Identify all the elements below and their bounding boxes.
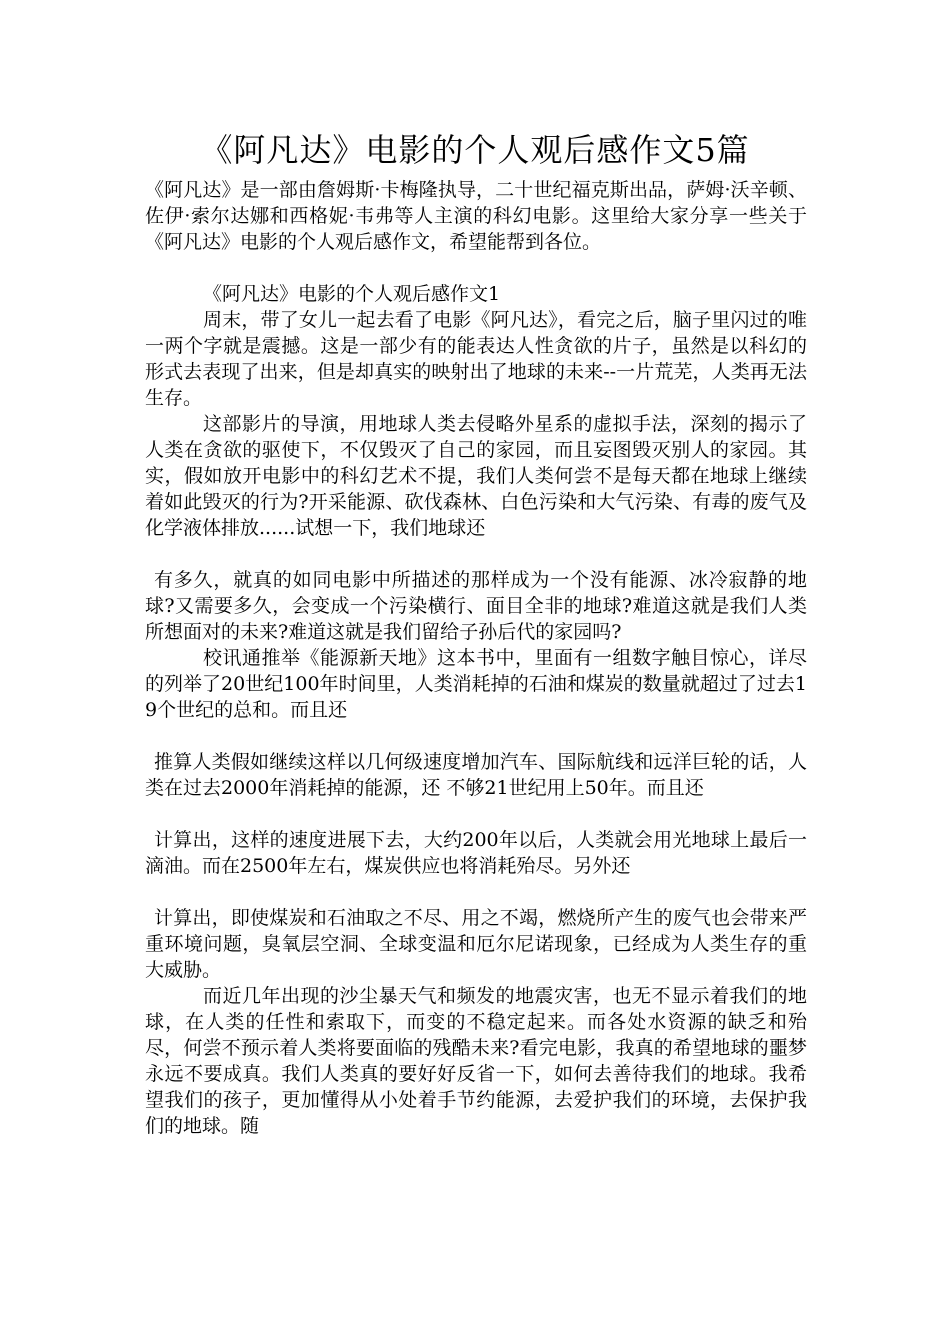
body-paragraph: 校讯通推举《能源新天地》这本书中，里面有一组数字触目惊心，详尽的列举了20世纪100年时间里，人类消耗掉的石油和煤炭的数量就超过了过去19个世纪的总和。而且还 bbox=[145, 647, 807, 721]
section-heading: 《阿凡达》电影的个人观后感作文1 bbox=[203, 283, 501, 305]
body-paragraph: 计算出，即使煤炭和石油取之不尽、用之不竭，燃烧所产生的废气也会带来严重环境问题，臭氧层空洞、全球变温和厄尔尼诺现象，已经成为人类生存的重大威胁。 bbox=[145, 907, 807, 981]
body-paragraph: 周末，带了女儿一起去看了电影《阿凡达》，看完之后，脑子里闪过的唯一两个字就是震撼。这是一部少有的能表达人性贪欲的片子，虽然是以科幻的形式去表现了出来，但是却真实的映射出了地球的未来--一片荒芜，人类再无法生存。 bbox=[145, 309, 807, 409]
intro-paragraph: 《阿凡达》是一部由詹姆斯·卡梅隆执导，二十世纪福克斯出品，萨姆·沃辛顿、佐伊·索尔达娜和西格妮·韦弗等人主演的科幻电影。这里给大家分享一些关于《阿凡达》电影的个人观后感作文，希望能帮到各位。 bbox=[145, 179, 807, 253]
body-paragraph: 有多久，就真的如同电影中所描述的那样成为一个没有能源、冰冷寂静的地球?又需要多久，会变成一个污染横行、面目全非的地球?难道这就是我们人类所想面对的未来?难道这就是我们留给子孙后代的家园吗? bbox=[145, 569, 807, 643]
body-paragraph: 计算出，这样的速度进展下去，大约200年以后，人类就会用光地球上最后一滴油。而在2500年左右，煤炭供应也将消耗殆尽。另外还 bbox=[145, 829, 807, 877]
document-title: 《阿凡达》电影的个人观后感作文5篇 bbox=[200, 131, 750, 169]
body-paragraph: 推算人类假如继续这样以几何级速度增加汽车、国际航线和远洋巨轮的话，人类在过去2000年消耗掉的能源，还 不够21世纪用上50年。而且还 bbox=[145, 751, 807, 799]
body-paragraph: 而近几年出现的沙尘暴天气和频发的地震灾害，也无不显示着我们的地球，在人类的任性和索取下，而变的不稳定起来。而各处水资源的缺乏和殆尽，何尝不预示着人类将要面临的残酷未来?看完电影，我真的希望地球的噩梦永远不要成真。我们人类真的要好好反省一下，如何去善待我们的地球。我希望我们的孩子，更加懂得从小处着手节约能源，去爱护我们的环境，去保护我们的地球。随 bbox=[145, 985, 807, 1137]
body-paragraph: 这部影片的导演，用地球人类去侵略外星系的虚拟手法，深刻的揭示了人类在贪欲的驱使下，不仅毁灭了自己的家园，而且妄图毁灭别人的家园。其实，假如放开电影中的科幻艺术不提，我们人类何尝不是每天都在地球上继续着如此毁灭的行为?开采能源、砍伐森林、白色污染和大气污染、有毒的废气及化学液体排放......试想一下，我们地球还 bbox=[145, 413, 807, 539]
document-body bbox=[145, 177, 807, 1139]
